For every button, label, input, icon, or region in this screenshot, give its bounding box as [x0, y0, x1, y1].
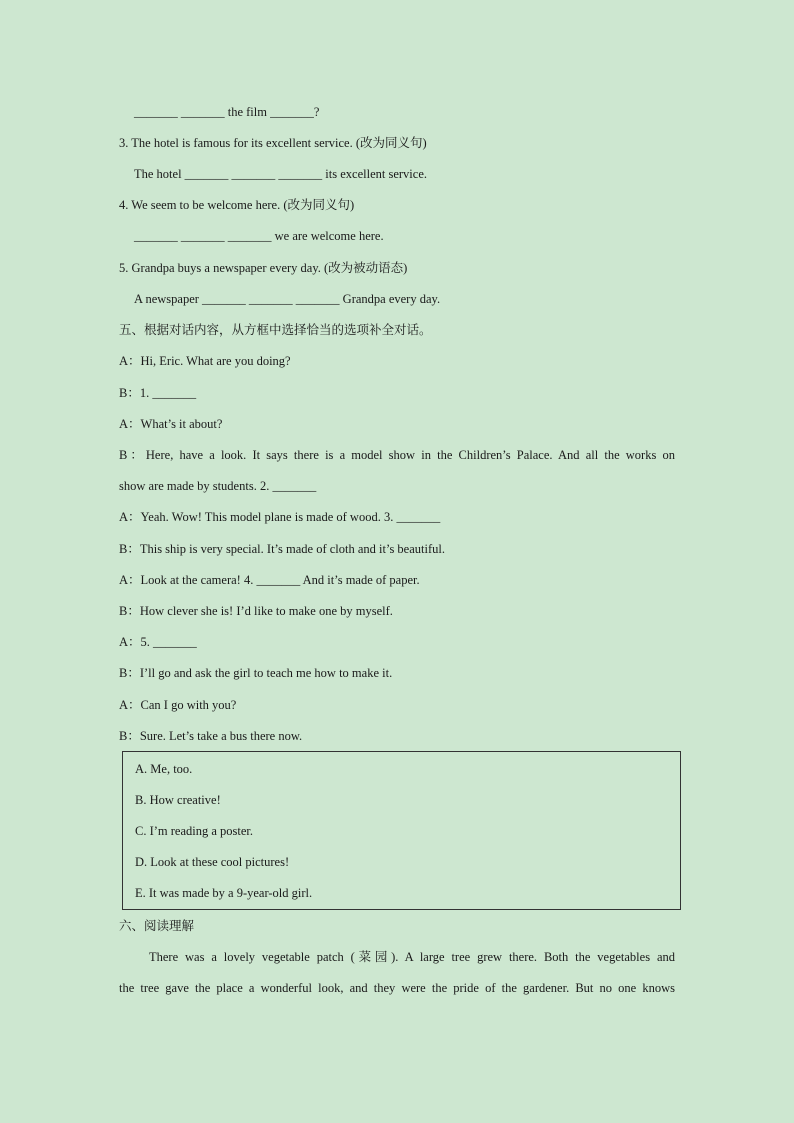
dialogue-line: A：5. _______ — [119, 635, 197, 649]
section-five-heading: 五、根据对话内容，从方框中选择恰当的选项补全对话。 — [119, 322, 432, 337]
option-d: D. Look at these cool pictures! — [135, 855, 290, 869]
dialogue-line: B：Here, have a look. It says there is a model show in the Children’s Palace. And all the works on — [119, 448, 675, 462]
exercise-answer-5: A newspaper _______ _______ _______ Grandpa every day. — [134, 292, 441, 306]
exercise-answer-3: The hotel _______ _______ _______ its excellent service. — [134, 167, 427, 181]
exercise-item-4: 4. We seem to be welcome here. (改为同义句) — [119, 198, 355, 212]
option-a: A. Me, too. — [135, 762, 193, 776]
option-e: E. It was made by a 9-year-old girl. — [135, 886, 313, 900]
dialogue-line: A：Look at the camera! 4. _______ And it’s made of paper. — [119, 573, 420, 587]
dialogue-line: A：What’s it about? — [119, 417, 223, 431]
dialogue-line: B：1. _______ — [119, 386, 197, 400]
dialogue-line: A：Yeah. Wow! This model plane is made of wood. 3. _______ — [119, 510, 441, 524]
exercise-line-blanks: _______ _______ the film _______? — [134, 105, 320, 119]
dialogue-line: B：This ship is very special. It’s made of cloth and it’s beautiful. — [119, 542, 445, 556]
dialogue-line: A：Hi, Eric. What are you doing? — [119, 354, 291, 368]
dialogue-line: B：Sure. Let’s take a bus there now. — [119, 729, 303, 743]
options-box — [122, 751, 681, 910]
dialogue-line: show are made by students. 2. _______ — [119, 479, 317, 493]
option-c: C. I’m reading a poster. — [135, 824, 254, 838]
reading-paragraph-line: There was a lovely vegetable patch (菜园). A large tree grew there. Both the vegetables and — [149, 950, 675, 964]
section-six-heading: 六、阅读理解 — [119, 918, 195, 933]
dialogue-line: A：Can I go with you? — [119, 698, 237, 712]
option-b: B. How creative! — [135, 793, 221, 807]
reading-paragraph-line: the tree gave the place a wonderful look, and they were the pride of the gardener. But no one knows — [119, 981, 675, 995]
dialogue-line: B：How clever she is! I’d like to make one by myself. — [119, 604, 393, 618]
dialogue-line: B：I’ll go and ask the girl to teach me how to make it. — [119, 666, 393, 680]
exercise-item-3: 3. The hotel is famous for its excellent service. (改为同义句) — [119, 136, 427, 150]
exercise-item-5: 5. Grandpa buys a newspaper every day. (改为被动语态) — [119, 261, 408, 275]
exercise-answer-4: _______ _______ _______ we are welcome here. — [134, 229, 384, 243]
